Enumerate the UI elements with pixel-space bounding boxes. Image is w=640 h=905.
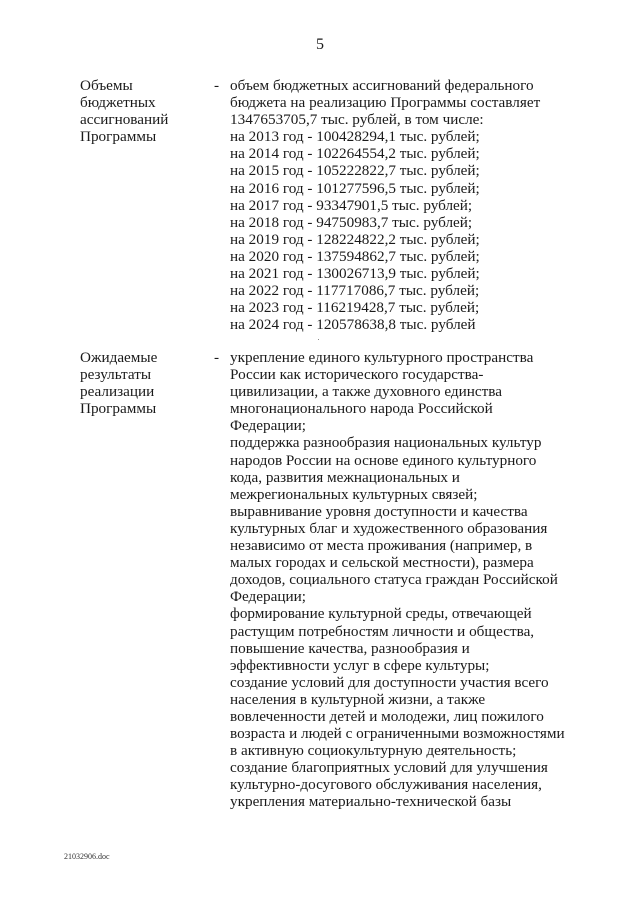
results-line: растущим потребностям личности и общества, [230,622,535,640]
results-line: независимо от места проживания (например, в [230,537,533,555]
funding-line: на 2020 год - 137594862,7 тыс. рублей; [230,247,480,265]
results-line: в активную социокультурную деятельность; [230,742,517,760]
funding-label [80,77,210,145]
results-line: создание благоприятных условий для улучшения [230,759,548,777]
results-line: народов России на основе единого культурного [230,451,537,469]
results-label-line: реализации [80,383,155,401]
funding-label-line: Программы [80,128,157,146]
funding-line: бюджета на реализацию Программы составляет [230,94,541,112]
funding-section [80,77,600,337]
results-line: эффективности услуг в сфере культуры; [230,656,490,674]
results-line: населения в культурной жизни, а также [230,690,486,708]
scan-speck [318,339,319,340]
results-line: вовлеченности детей и молодежи, лиц пожилого [230,707,544,725]
results-line: выравнивание уровня доступности и качества [230,502,528,520]
funding-label-line: бюджетных [80,94,156,112]
funding-line: на 2023 год - 116219428,7 тыс. рублей; [230,299,480,317]
results-line: России как исторического государства- [230,366,484,384]
funding-line: на 2014 год - 102264554,2 тыс. рублей; [230,145,480,163]
funding-line: на 2021 год - 130026713,9 тыс. рублей; [230,265,480,283]
results-line: укрепления материально-технической базы [230,793,512,811]
results-dash: - [214,349,220,366]
results-line: поддержка разнообразия национальных культур [230,434,542,452]
funding-line: 1347653705,7 тыс. рублей, в том числе: [230,111,484,129]
results-label-line: Ожидаемые [80,349,158,366]
results-line: создание условий для доступности участия всего [230,673,549,691]
results-section [80,349,600,819]
funding-line: на 2017 год - 93347901,5 тыс. рублей; [230,196,473,214]
funding-dash: - [214,77,220,94]
funding-label-line: Объемы [80,77,133,94]
funding-line: на 2018 год - 94750983,7 тыс. рублей; [230,213,473,231]
funding-line: объем бюджетных ассигнований федерального [230,77,534,94]
results-line: многонационального народа Российской [230,400,493,418]
results-label-line: результаты [80,366,152,384]
funding-line: на 2022 год - 117717086,7 тыс. рублей; [230,282,480,300]
results-line: возраста и людей с ограниченными возможностями [230,725,565,743]
results-label-line: Программы [80,400,157,418]
results-line: повышение качества, разнообразия и [230,639,470,657]
results-line: Федерации; [230,588,306,606]
results-line: межрегиональных культурных связей; [230,485,478,503]
results-line: укрепление единого культурного пространства [230,349,534,366]
funding-line: на 2024 год - 120578638,8 тыс. рублей [230,316,476,334]
results-line: доходов, социального статуса граждан Российской [230,571,558,589]
results-line: кода, развития межнациональных и [230,468,460,486]
results-line: культурно-досугового обслуживания населения, [230,776,542,794]
funding-line: на 2015 год - 105222822,7 тыс. рублей; [230,162,480,180]
document-file-code: 21032906.doc [64,852,110,861]
results-line: культурных благ и художественного образования [230,519,548,537]
funding-line: на 2016 год - 101277596,5 тыс. рублей; [230,179,480,197]
results-line: цивилизации, а также духовного единства [230,383,502,401]
funding-body [230,77,575,333]
results-line: малых городах и сельской местности), размера [230,554,534,572]
results-label [80,349,210,417]
funding-line: на 2013 год - 100428294,1 тыс. рублей; [230,128,480,146]
page-number: 5 [316,36,324,53]
results-line: формирование культурной среды, отвечающей [230,605,532,623]
results-body [230,349,575,811]
funding-label-line: ассигнований [80,111,169,129]
funding-line: на 2019 год - 128224822,2 тыс. рублей; [230,230,480,248]
results-line: Федерации; [230,417,306,435]
